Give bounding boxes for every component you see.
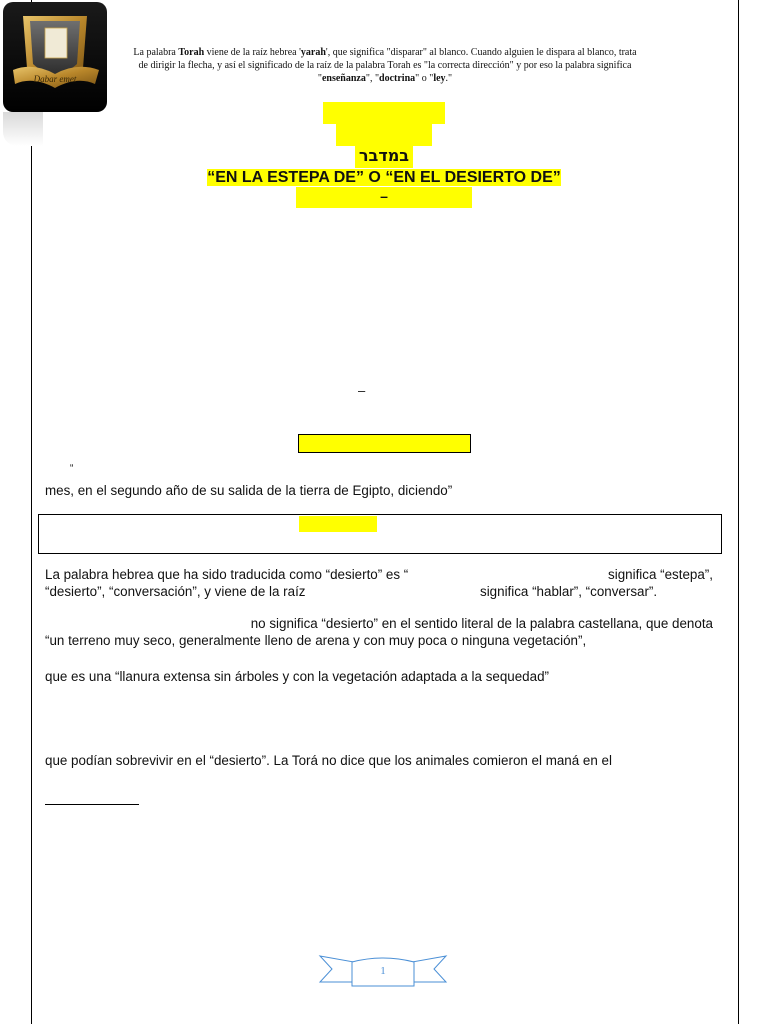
title-hebrew	[0, 146, 768, 166]
logo-reflection	[3, 112, 43, 146]
footnote-separator	[45, 804, 139, 805]
title-dash-text: –	[380, 188, 388, 204]
framed-box	[38, 514, 722, 554]
title-main-text: “EN LA ESTEPA DE” O “EN EL DESIERTO DE”	[207, 169, 561, 186]
opening-quote-mark: “	[70, 463, 74, 474]
header-torah-definition	[130, 46, 640, 85]
logo-caption: Dabar emet	[33, 74, 77, 84]
paragraph-2-text: no significa “desierto” en el sentido literal de la palabra castellana, que denota	[250, 616, 713, 631]
paragraph-3: que es una “llanura extensa sin árboles y con la vegetación adaptada a la sequedad”	[45, 669, 549, 684]
header-text-part: " o "	[415, 73, 434, 84]
title-hebrew-text: במדבר	[358, 146, 410, 165]
header-word-ensenanza: enseñanza	[321, 73, 366, 84]
header-text-part: ."	[445, 73, 453, 84]
header-text-part: ", "	[365, 73, 380, 84]
header-word-doctrina: doctrina	[379, 73, 416, 84]
dabar-emet-logo	[3, 2, 107, 112]
paragraph-1-line-1	[45, 567, 713, 583]
mid-dash: –	[358, 383, 366, 398]
header-text-part: viene de la raíz hebrea '	[204, 47, 301, 58]
paragraph-4: que podían sobrevivir en el “desierto”. La Torá no dice que los animales comieron el maná en el	[45, 753, 612, 768]
paragraph-1-text: La palabra hebrea que ha sido traducida como “desierto” es “	[45, 567, 409, 582]
header-text-part: La palabra	[133, 47, 179, 58]
paragraph-1-text: significa “estepa”,	[608, 567, 713, 582]
title-highlight-block	[323, 102, 445, 124]
title-dash	[0, 187, 768, 205]
paragraph-mes: mes, en el segundo año de su salida de la tierra de Egipto, diciendo”	[45, 483, 453, 498]
paragraph-2-line-2: “un terreno muy seco, generalmente lleno de arena y con muy poca o ninguna vegetación”,	[45, 633, 587, 648]
header-word-yarah: yarah	[300, 47, 326, 58]
page-number-ribbon	[318, 952, 448, 992]
highlighted-outlined-box	[298, 434, 471, 453]
framed-box-highlight	[299, 516, 377, 532]
header-word-torah: Torah	[178, 47, 205, 58]
title-main	[0, 168, 768, 188]
paragraph-1-line-2	[45, 584, 713, 600]
paragraph-1-text: significa “hablar”, “conversar”.	[480, 584, 658, 599]
title-highlight-block	[336, 124, 432, 146]
page-number: 1	[380, 965, 386, 977]
header-word-ley: ley	[433, 73, 446, 84]
header-text-part: ', que significa "disparar" al blanco. Cuando alguien le dispara al blanco, trata de dirigir la flecha, y así el significado de la raíz de la palabra Torah es "la correcta dirección" y por eso la palabra significa "	[138, 47, 637, 84]
paragraph-1-text: “desierto”, “conversación”, y viene de la raíz	[45, 584, 306, 599]
